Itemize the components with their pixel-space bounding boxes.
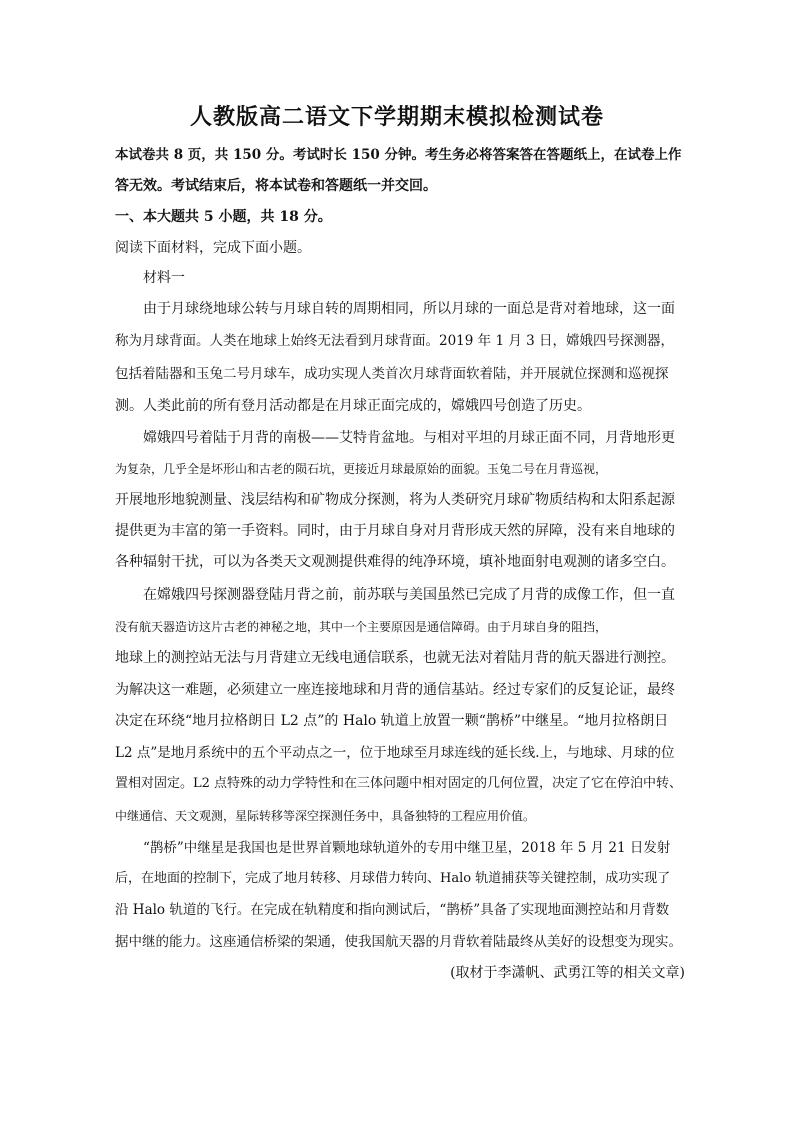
paragraph-3-line-7: 置相对固定。L2 点特殊的动力学特性和在三体问题中相对固定的几何位置，决定了它在停泊中转、: [115, 776, 683, 791]
paragraph-1-line-4: 测。人类此前的所有登月活动都是在月球正面完成的，嫦娥四号创造了历史。: [115, 398, 591, 414]
paragraph-3-line-5: 决定在环绕“地月拉格朗日 L2 点”的 Halo 轨道上放置一颗“鹊桥”中继星。“地月拉格朗日: [115, 713, 669, 729]
paragraph-3-line-2: 没有航天器造访这片古老的神秘之地，其中一个主要原因是通信障碍。由于月球自身的阻挡，: [115, 620, 608, 634]
paragraph-2-line-1: 嫦娥四号着陆于月背的南极——艾特肯盆地。与相对平坦的月球正面不同，月背地形更: [143, 430, 675, 446]
paragraph-1-line-1: 由于月球绕地球公转与月球自转的周期相同，所以月球的一面总是背对着地球，这一面: [143, 301, 675, 317]
paragraph-1-line-2: 称为月球背面。人类在地球上始终无法看到月球背面。2019 年 1 月 3 日，嫦娥四号探测器，: [115, 333, 674, 349]
source-note: (取材于李潇帆、武勇江等的相关文章): [450, 965, 685, 981]
paragraph-4-line-4: 据中继的能力。这座通信桥梁的架通，使我国航天器的月背软着陆最终从美好的设想变为现实。: [115, 934, 682, 950]
paragraph-3-line-4: 为解决这一难题，必须建立一座连接地球和月背的通信基站。经过专家们的反复论证，最终: [115, 682, 675, 698]
paragraph-1-line-3: 包括着陆器和玉兔二号月球车，成功实现人类首次月球背面软着陆，并开展就位探测和巡视探: [115, 366, 669, 382]
section-heading: 一、本大题共 5 小题，共 18 分。: [115, 209, 332, 225]
paragraph-4-line-3: 沿 Halo 轨道的飞行。在完成在轨精度和指向测试后，“鹊桥”具备了实现地面测控站和月背数: [115, 902, 670, 918]
paragraph-2-line-4: 提供更为丰富的第一手资料。同时，由于月球自身对月背形成天然的屏障，没有来自地球的: [115, 523, 675, 539]
intro-line-1: 本试卷共 8 页，共 150 分。考试时长 150 分钟。考生务必将答案答在答题纸上，在试卷上作: [115, 147, 682, 163]
paragraph-4-line-1: “鹊桥”中继星是我国也是世界首颗地球轨道外的专用中继卫星，2018 年 5 月 21 日发射: [143, 840, 671, 856]
page-title: 人教版高二语文下学期期末模拟检测试卷: [189, 104, 604, 130]
material-label: 材料一: [143, 270, 185, 286]
instruction-text: 阅读下面材料，完成下面小题。: [115, 240, 311, 256]
paragraph-3-line-6: L2 点”是地月系统中的五个平动点之一，位于地球至月球连线的延长线.上，与地球、月球的位: [115, 745, 675, 761]
intro-line-2: 答无效。考试结束后，将本试卷和答题纸一并交回。: [115, 178, 437, 194]
paragraph-3-line-1: 在嫦娥四号探测器登陆月背之前，前苏联与美国虽然已完成了月背的成像工作，但一直: [143, 587, 675, 603]
paragraph-2-line-2: 为复杂，几乎全是坏形山和古老的陨石坑，更接近月球最原始的面貌。玉兔二号在月背巡视，: [115, 462, 608, 476]
paragraph-3-line-3: 地球上的测控站无法与月背建立无线电通信联系，也就无法对着陆月背的航天器进行测控。: [115, 650, 675, 666]
paragraph-4-line-2: 后，在地面的控制下，完成了地月转移、月球借力转向、Halo 轨道捕获等关键控制，成功实现了: [115, 871, 671, 886]
paragraph-2-line-3: 开展地形地貌测量、浅层结构和矿物成分探测，将为人类研究月球矿物质结构和太阳系起源: [115, 492, 675, 508]
paragraph-2-line-5: 各种辐射干扰，可以为各类天文观测提供难得的纯净环境，填补地面射电观测的诸多空白。: [115, 554, 675, 570]
paragraph-3-line-8: 中继通信、天文观测，星际转移等深空探测任务中，具备独特的工程应用价值。: [115, 809, 536, 823]
